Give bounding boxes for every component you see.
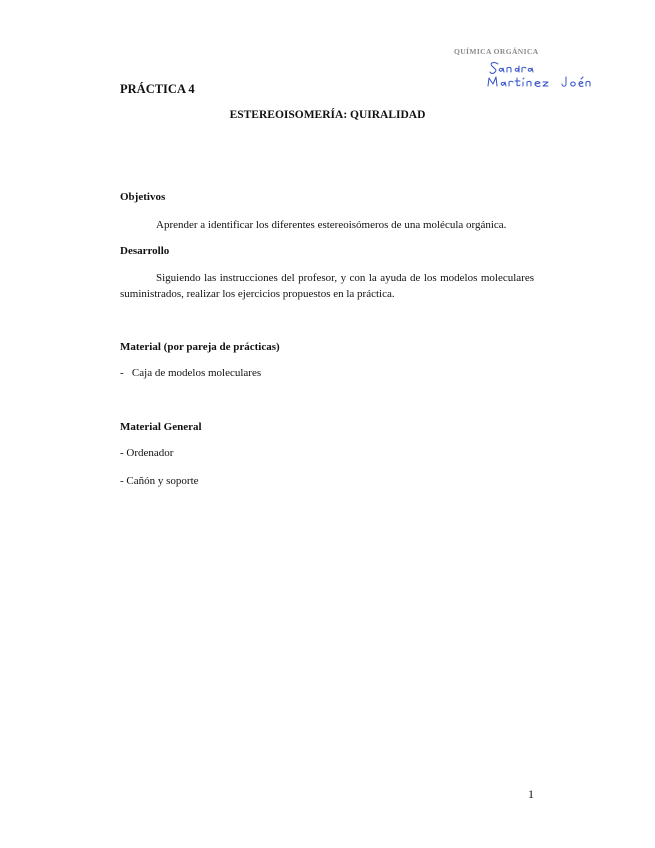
material-general-item: - Ordenador [120,447,174,459]
desarrollo-text: Siguiendo las instrucciones del profesor, y con la ayuda de los modelos moleculares suministrados, realizar los ejercicios propuestos en la práctica. [120,272,534,300]
material-general-item: - Cañón y soporte [120,475,199,487]
desarrollo-heading: Desarrollo [120,245,170,257]
objetivos-text: Aprender a identificar los diferentes estereoisómeros de una molécula orgánica. [156,219,507,231]
material-pareja-item: - Caja de modelos moleculares [120,367,262,379]
material-pareja-heading: Material (por pareja de prácticas) [120,341,280,353]
handwritten-signature [486,58,591,92]
objetivos-heading: Objetivos [120,191,166,203]
practice-title: PRÁCTICA 4 [120,82,195,96]
subject-title: ESTEREOISOMERÍA: QUIRALIDAD [229,109,426,121]
material-general-heading: Material General [120,421,202,433]
course-header: QUÍMICA ORGÁNICA [454,47,539,56]
page-number: 1 [528,787,534,801]
